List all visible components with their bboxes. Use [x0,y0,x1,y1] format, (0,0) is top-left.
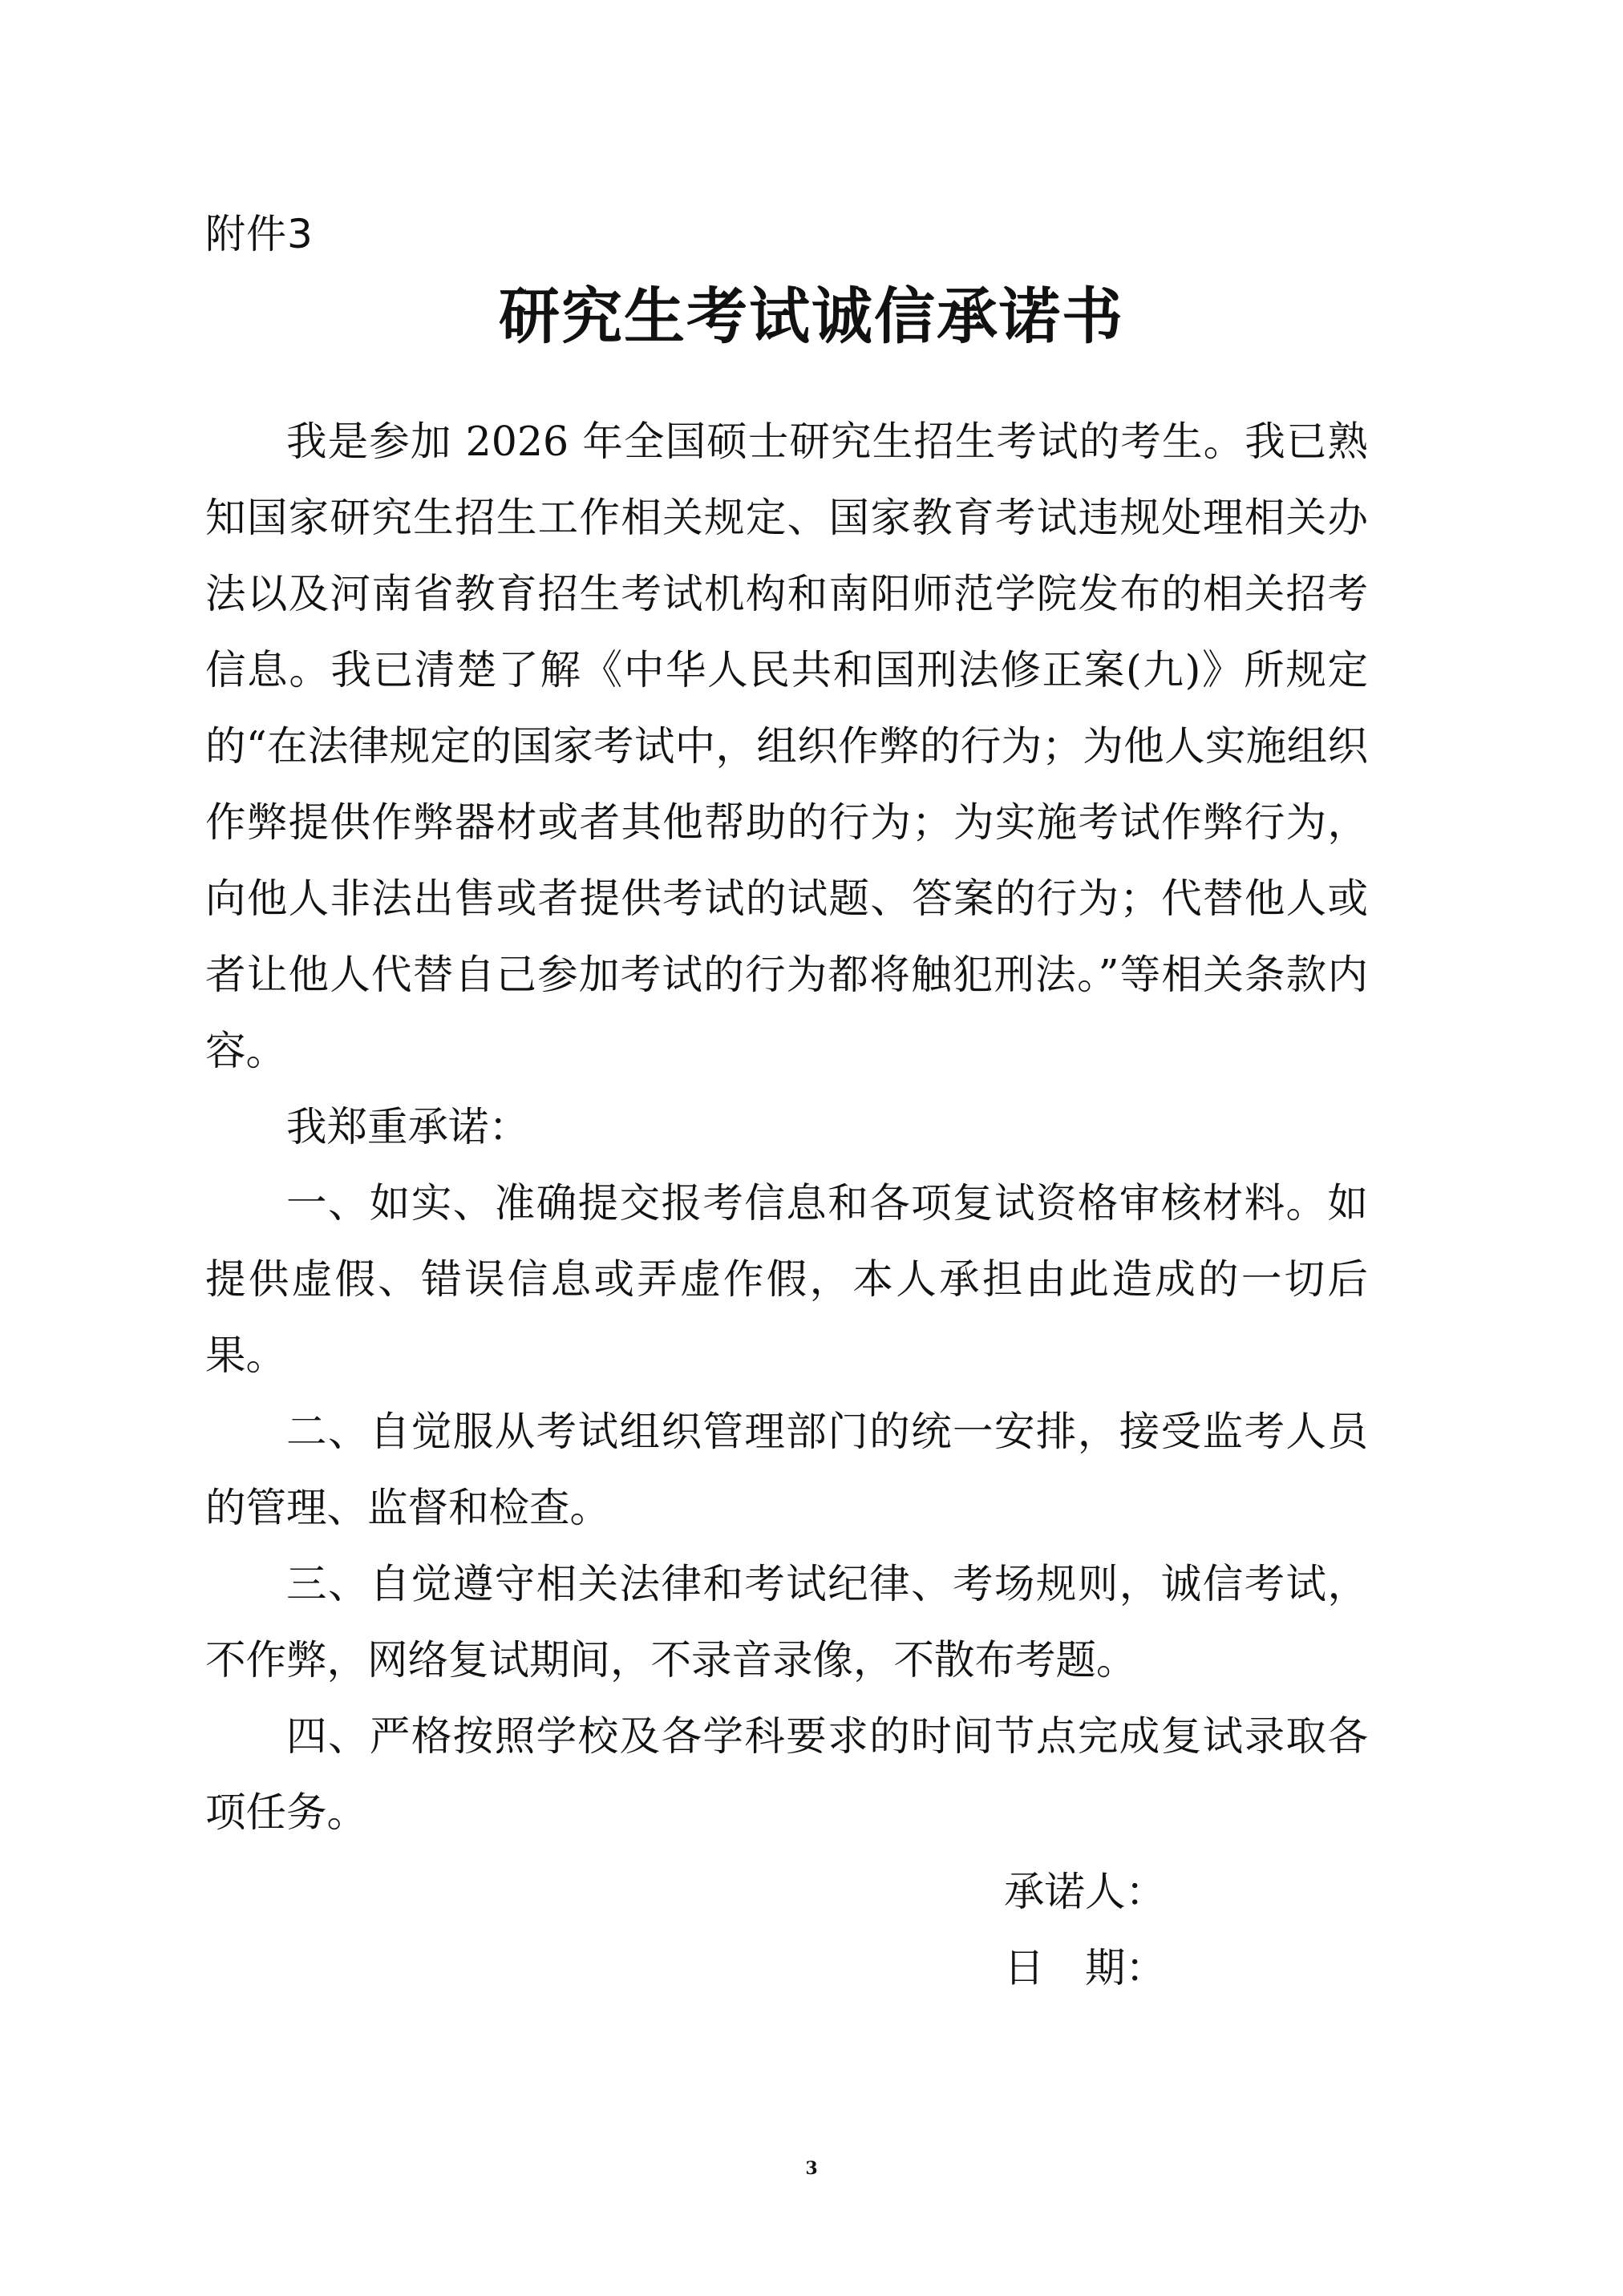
pledge-item-3: 三、自觉遵守相关法律和考试纪律、考场规则，诚信考试，不作弊，网络复试期间，不录音录像，不散布考题。 [205,1560,1368,1684]
document-title: 研究生考试诚信承诺书 [499,281,1124,352]
signature-block [1004,1853,1166,2006]
pledge-item-4: 四、严格按照学校及各学科要求的时间节点完成复试录取各项任务。 [205,1712,1368,1836]
attachment-label: 附件3 [205,211,314,257]
page-number: 3 [805,2158,818,2179]
intro-paragraph: 我是参加 2026 年全国硕士研究生招生考试的考生。我已熟知国家研究生招生工作相关规定、国家教育考试违规处理相关办法以及河南省教育招生考试机构和南阳师范学院发布的相关招考信息。我已清楚了解《中华人民共和国刑法修正案(九)》所规定的“在法律规定的国家考试中，组织作弊的行为；为他人实施组织作弊提供作弊器材或者其他帮助的行为；为实施考试作弊行为，向他人非法出售或者提供考试的试题、答案的行为；代替他人或者让他人代替自己参加考试的行为都将触犯刑法。”等相关条款内容。 [205,418,1368,1074]
pledge-heading: 我郑重承诺： [286,1103,529,1150]
pledge-item-1: 一、如实、准确提交报考信息和各项复试资格审核材料。如提供虚假、错误信息或弄虚作假，本人承担由此造成的一切后果。 [205,1179,1368,1379]
date-label: 日 期： [1004,1944,1166,1991]
promisor-label: 承诺人： [1004,1868,1166,1915]
document-body [205,403,1368,1850]
pledge-item-2: 二、自觉服从考试组织管理部门的统一安排，接受监考人员的管理、监督和检查。 [205,1408,1368,1531]
